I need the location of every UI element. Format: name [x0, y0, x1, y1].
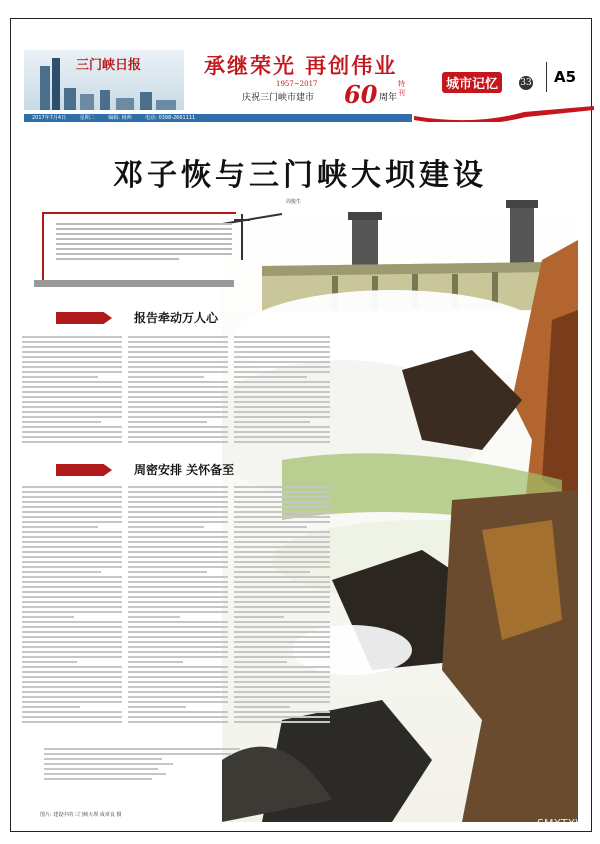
- text-line: [128, 401, 228, 403]
- text-line: [128, 706, 186, 708]
- text-line: [234, 711, 330, 713]
- text-line: [22, 691, 122, 693]
- text-line: [234, 556, 330, 558]
- text-line: [22, 376, 98, 378]
- byline: 周俊生: [286, 199, 302, 205]
- text-line: [128, 676, 228, 678]
- text-line: [22, 556, 122, 558]
- text-line: [22, 631, 122, 633]
- text-line: [128, 571, 207, 573]
- text-line: [234, 671, 330, 673]
- text-line: [128, 396, 228, 398]
- text-line: [234, 406, 330, 408]
- issue-weekday: 星期二: [79, 115, 95, 121]
- text-line: [22, 411, 122, 413]
- text-line: [22, 371, 122, 373]
- text-line: [22, 621, 122, 623]
- text-line: [128, 366, 228, 368]
- text-line: [234, 536, 330, 538]
- text-line: [22, 436, 122, 438]
- text-line: [128, 561, 228, 563]
- text-line: [128, 421, 207, 423]
- text-line: [128, 411, 228, 413]
- text-line: [128, 661, 183, 663]
- text-line: [234, 501, 330, 503]
- text-line: [128, 376, 204, 378]
- text-line: [234, 401, 330, 403]
- header-divider: [546, 62, 547, 92]
- phone: 电话: 0398-2661111: [145, 115, 196, 121]
- text-line: [22, 416, 122, 418]
- text-line: [22, 386, 122, 388]
- text-line: [22, 501, 122, 503]
- text-line: [22, 586, 122, 588]
- text-line: [22, 401, 122, 403]
- text-line: [234, 706, 290, 708]
- text-line: [128, 681, 228, 683]
- text-line: [234, 421, 310, 423]
- text-line: [22, 636, 122, 638]
- text-line: [128, 416, 228, 418]
- text-line: [128, 721, 228, 723]
- text-line: [234, 681, 330, 683]
- text-line: [128, 426, 228, 428]
- text-line: [234, 426, 330, 428]
- text-line: [128, 431, 228, 433]
- text-line: [234, 601, 330, 603]
- text-line: [234, 496, 330, 498]
- text-line: [22, 356, 122, 358]
- text-line: [128, 591, 228, 593]
- text-line: [22, 486, 122, 488]
- text-line: [22, 396, 122, 398]
- text-line: [128, 611, 228, 613]
- article-headline: 邓子恢与三门峡大坝建设: [113, 158, 487, 193]
- photo-caption: 图片: 建设中的三门峡大坝 成章良 摄: [40, 812, 122, 818]
- text-line: [234, 376, 307, 378]
- text-line: [22, 526, 98, 528]
- text-line: [234, 716, 330, 718]
- text-line: [234, 576, 330, 578]
- text-line: [22, 366, 122, 368]
- text-line: [128, 341, 228, 343]
- text-line: [128, 496, 228, 498]
- text-line: [234, 676, 330, 678]
- text-line: [128, 491, 228, 493]
- text-line: [234, 626, 330, 628]
- text-line: [22, 676, 122, 678]
- text-line: [22, 641, 122, 643]
- text-line: [22, 341, 122, 343]
- text-line: [22, 571, 101, 573]
- city-skyline-logo: [24, 50, 184, 110]
- text-line: [22, 576, 122, 578]
- text-line: [234, 656, 330, 658]
- text-line: [128, 656, 228, 658]
- text-line: [22, 541, 122, 543]
- text-line: [234, 666, 330, 668]
- text-line: [234, 646, 330, 648]
- text-line: [128, 586, 228, 588]
- text-line: [234, 516, 330, 518]
- text-line: [22, 406, 122, 408]
- text-line: [234, 366, 330, 368]
- text-line: [22, 701, 122, 703]
- text-line: [128, 671, 228, 673]
- text-line: [22, 431, 122, 433]
- text-line: [22, 591, 122, 593]
- section-heading-1: [56, 309, 256, 327]
- text-line: [234, 356, 330, 358]
- text-line: [234, 631, 330, 633]
- text-line: [234, 441, 330, 443]
- text-line: [234, 486, 330, 488]
- text-line: [128, 711, 228, 713]
- special-issue-label: 特刊: [398, 80, 405, 97]
- masthead: [14, 46, 584, 116]
- text-column: [128, 336, 228, 446]
- text-line: [234, 686, 330, 688]
- text-line: [234, 566, 330, 568]
- text-line: [234, 606, 330, 608]
- text-line: [22, 391, 122, 393]
- text-line: [22, 536, 122, 538]
- text-line: [22, 351, 122, 353]
- text-line: [128, 521, 228, 523]
- chevron-arrow-icon: [56, 464, 112, 476]
- text-line: [234, 351, 330, 353]
- text-line: [22, 616, 74, 618]
- text-line: [234, 381, 330, 383]
- paper-name: 三门峡日报: [76, 58, 142, 73]
- text-line: [22, 511, 122, 513]
- text-line: [128, 531, 228, 533]
- text-column: [22, 486, 122, 726]
- text-line: [128, 346, 228, 348]
- text-line: [22, 561, 122, 563]
- text-column: [22, 336, 122, 446]
- text-line: [234, 616, 284, 618]
- text-line: [234, 621, 330, 623]
- text-line: [22, 611, 122, 613]
- text-line: [128, 506, 228, 508]
- anniversary-years: 1957~2017: [276, 80, 318, 88]
- text-line: [128, 631, 228, 633]
- text-line: [128, 691, 228, 693]
- text-line: [234, 526, 307, 528]
- text-line: [128, 526, 204, 528]
- text-line: [234, 581, 330, 583]
- text-line: [128, 626, 228, 628]
- text-line: [22, 656, 122, 658]
- text-line: [22, 346, 122, 348]
- text-line: [234, 411, 330, 413]
- text-line: [234, 691, 330, 693]
- text-line: [128, 636, 228, 638]
- text-line: [128, 536, 228, 538]
- text-line: [22, 681, 122, 683]
- text-line: [234, 386, 330, 388]
- dateline-bar: [24, 114, 412, 122]
- text-line: [128, 391, 228, 393]
- watermark: SMXTXW: [537, 817, 586, 830]
- text-line: [128, 336, 228, 338]
- text-line: [128, 351, 228, 353]
- text-line: [22, 506, 122, 508]
- text-line: [22, 531, 122, 533]
- text-line: [128, 686, 228, 688]
- text-line: [22, 521, 122, 523]
- chevron-arrow-icon: [56, 312, 112, 324]
- text-line: [128, 406, 228, 408]
- text-line: [22, 706, 80, 708]
- text-line: [234, 596, 330, 598]
- text-line: [234, 551, 330, 553]
- section-title: 周密安排 关怀备至: [134, 463, 235, 477]
- text-line: [128, 606, 228, 608]
- text-line: [22, 566, 122, 568]
- text-line: [128, 516, 228, 518]
- section-heading-2: [56, 461, 276, 479]
- text-column: [234, 336, 330, 446]
- text-line: [234, 391, 330, 393]
- text-line: [128, 486, 228, 488]
- text-line: [22, 516, 122, 518]
- text-column: [234, 486, 330, 726]
- text-line: [22, 581, 122, 583]
- text-line: [22, 626, 122, 628]
- anniversary-suffix: 周年: [379, 93, 398, 103]
- text-line: [234, 701, 330, 703]
- text-line: [22, 666, 122, 668]
- text-line: [22, 496, 122, 498]
- anniversary-number: 60: [344, 80, 378, 109]
- text-line: [234, 641, 330, 643]
- text-line: [128, 551, 228, 553]
- text-line: [128, 716, 228, 718]
- text-line: [22, 596, 122, 598]
- text-line: [22, 721, 122, 723]
- text-line: [22, 671, 122, 673]
- text-line: [234, 721, 330, 723]
- text-line: [128, 646, 228, 648]
- anniversary-text: 庆祝三门峡市建市: [242, 93, 315, 103]
- text-line: [128, 436, 228, 438]
- text-line: [128, 546, 228, 548]
- text-line: [22, 441, 122, 443]
- editor: 编辑: 杨帅: [108, 115, 132, 121]
- column-episode-badge: 33: [520, 78, 532, 88]
- text-line: [128, 381, 228, 383]
- text-line: [22, 421, 101, 423]
- text-line: [22, 491, 122, 493]
- red-ribbon-icon: [414, 104, 594, 122]
- text-line: [128, 356, 228, 358]
- section-title: 报告牵动万人心: [134, 311, 219, 325]
- text-column: [128, 486, 228, 726]
- text-line: [22, 646, 122, 648]
- text-line: [22, 546, 122, 548]
- text-line: [128, 556, 228, 558]
- text-line: [234, 661, 287, 663]
- text-line: [128, 651, 228, 653]
- text-line: [22, 601, 122, 603]
- text-line: [22, 686, 122, 688]
- text-line: [128, 371, 228, 373]
- text-line: [128, 666, 228, 668]
- text-line: [22, 696, 122, 698]
- text-line: [128, 596, 228, 598]
- text-line: [128, 641, 228, 643]
- text-line: [22, 426, 122, 428]
- text-line: [128, 581, 228, 583]
- text-line: [128, 441, 228, 443]
- text-line: [128, 386, 228, 388]
- text-line: [128, 501, 228, 503]
- text-line: [234, 361, 330, 363]
- text-line: [234, 431, 330, 433]
- text-line: [234, 531, 330, 533]
- text-line: [234, 506, 330, 508]
- lead-divider: [34, 280, 234, 287]
- text-line: [22, 606, 122, 608]
- text-line: [22, 381, 122, 383]
- text-line: [22, 336, 122, 338]
- text-line: [234, 416, 330, 418]
- text-line: [234, 611, 330, 613]
- text-line: [234, 511, 330, 513]
- text-line: [234, 396, 330, 398]
- text-line: [128, 616, 180, 618]
- page-number: A5: [554, 68, 577, 86]
- text-line: [22, 651, 122, 653]
- text-line: [234, 371, 330, 373]
- text-line: [234, 436, 330, 438]
- text-line: [22, 551, 122, 553]
- text-line: [234, 546, 330, 548]
- text-line: [234, 571, 310, 573]
- text-line: [128, 696, 228, 698]
- text-line: [234, 696, 330, 698]
- text-line: [234, 651, 330, 653]
- text-line: [22, 711, 122, 713]
- text-line: [234, 541, 330, 543]
- lead-paragraph: [42, 212, 236, 284]
- text-line: [234, 561, 330, 563]
- issue-date: 2017年7月4日: [32, 115, 67, 121]
- column-name: 城市记忆: [442, 72, 502, 93]
- text-line: [128, 621, 228, 623]
- slogan: 承继荣光 再创伟业: [204, 53, 398, 78]
- text-line: [22, 361, 122, 363]
- text-line: [234, 346, 330, 348]
- text-line: [22, 661, 77, 663]
- text-line: [234, 591, 330, 593]
- text-line: [128, 601, 228, 603]
- text-line: [234, 636, 330, 638]
- text-line: [128, 361, 228, 363]
- sidebar-note: [44, 748, 240, 798]
- text-line: [128, 566, 228, 568]
- text-line: [128, 701, 228, 703]
- text-line: [128, 541, 228, 543]
- text-line: [22, 716, 122, 718]
- text-line: [234, 586, 330, 588]
- text-line: [128, 511, 228, 513]
- text-line: [234, 341, 330, 343]
- text-line: [234, 336, 330, 338]
- text-line: [234, 491, 330, 493]
- text-line: [128, 576, 228, 578]
- text-line: [234, 521, 330, 523]
